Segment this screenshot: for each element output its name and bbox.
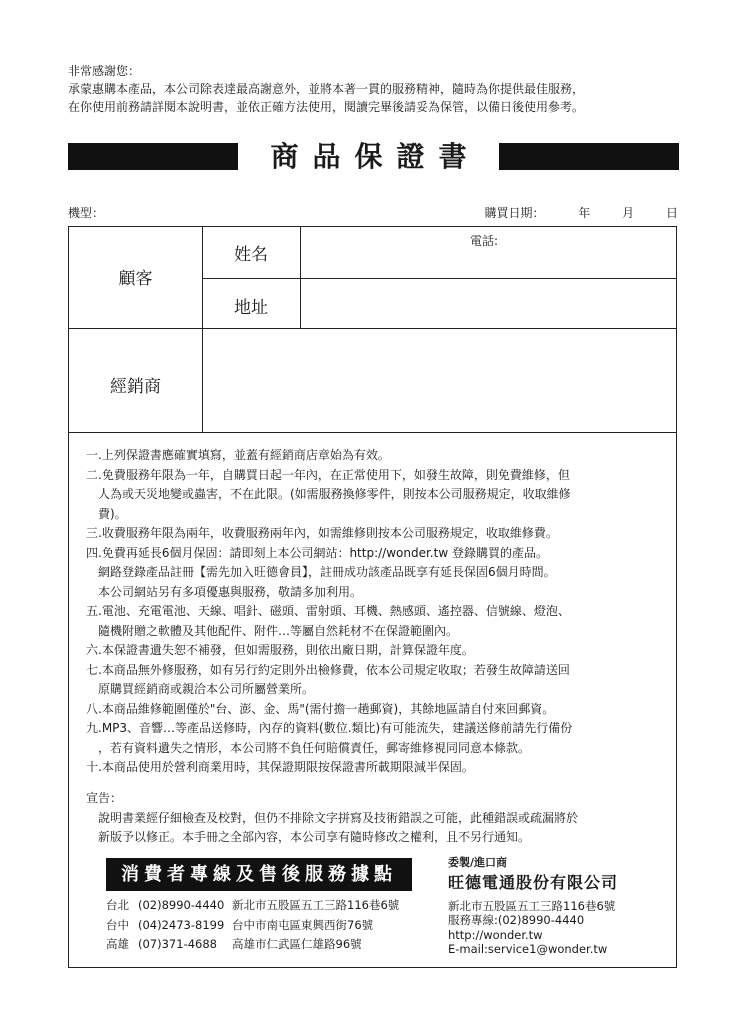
term-line: 原購買經銷商或親洽本公司所屬營業所。 [98,682,315,696]
page-title: 商品保證書 [270,140,481,173]
term-line: 七.本商品無外修服務，如有另行約定則外出檢修費，依本公司規定收取；若發生故障請送回 [86,662,570,677]
branch-phone: (02)8990-4440 [138,898,225,912]
term-line: 九.MP3、音響…等產品送修時，內存的資料(數位.類比)有可能流失，建議送修前請先行備份 [86,721,573,735]
term-line: 本公司網站另有多項優惠與服務，敬請多加利用。 [98,584,363,599]
model-label: 機型： [68,206,105,220]
company-website: http://wonder.tw [448,927,543,942]
term-line: 八.本商品維修範圍僅於"台、澎、金、馬"(需付擔一趟郵資)，其餘地區請自付來回郵資。 [86,701,555,716]
terms-list [86,446,666,778]
intro-line: 在你使用前務請詳閱本說明書，並依正確方法使用，閱讀完畢後請妥為保管，以備日後使用參考。 [68,100,585,114]
column-divider [300,227,301,328]
company-email: E-mail:service1@wonder.tw [448,942,608,956]
service-banner: 消費者專線及售後服務據點 [106,858,412,891]
row-divider [69,432,676,433]
day-label: 日 [665,206,678,220]
year-label: 年 [578,206,591,220]
customer-label: 顧客 [118,269,153,289]
term-line: 費)。 [98,506,127,521]
phone-label: 電話: [470,234,499,248]
branch-city: 高雄 [106,937,129,951]
term-line: 六.本保證書遺失恕不補發，但如需服務，則依出廠日期，計算保證年度。 [86,643,474,657]
branch-city: 台北 [106,898,129,912]
term-line: 隨機附贈之軟體及其他配件、附件…等屬自然耗材不在保證範圍內。 [98,623,459,638]
branch-address: 新北市五股區五工三路116巷6號 [232,898,400,912]
purchase-date [484,204,678,221]
intro-line: 承蒙惠購本產品，本公司除表達最高謝意外，並將本著一貫的服務精神，隨時為你提供最佳服務， [68,82,585,96]
company-info [448,856,618,957]
month-label: 月 [622,206,635,220]
term-line: 二.免費服務年限為一年，自購買日起一年內，在正常使用下，如發生故障，則免費維修，但 [86,467,570,482]
branch-address: 高雄市仁武區仁雄路96號 [232,937,362,951]
intro-text [68,62,688,116]
branch-row [106,916,399,936]
branch-city: 台中 [106,917,129,932]
term-line: 三.收費服務年限為兩年，收費服務兩年內，如需維修則按本公司服務規定，收取維修費。 [86,526,558,540]
company-address: 新北市五股區五工三路116巷6號 [448,898,616,913]
term-line: 網路登錄產品註冊【需先加入旺德會員】，註冊成功該產品既享有延長保固6個月時間。 [98,565,556,579]
branch-row [106,935,399,955]
term-line: 四.免費再延長6個月保固：請即刻上本公司網站：http://wonder.tw 登錄購買的產品。 [86,545,548,560]
purchase-date-label: 購買日期： [484,206,545,220]
declaration-heading: 宣告： [86,791,123,805]
declaration-line: 說明書業經仔細檢查及校對，但仍不排除文字拼寫及技術錯誤之可能，此種錯誤或疏漏將於 [98,810,579,825]
branch-phone: (04)2473-8199 [138,917,225,932]
title-bar-right [499,143,679,170]
term-line: 五.電池、充電電池、天線、唱針、磁頭、雷射頭、耳機、熱感頭、遙控器、信號線、燈泡、 [86,604,570,618]
title-banner [68,140,679,174]
importer-tag: 委製/進口商 [448,856,508,869]
branch-list [106,896,399,955]
branch-phone: (07)371-4688 [138,937,217,951]
branch-address: 台中市南屯區東興西街76號 [232,917,374,932]
branch-row [106,896,399,916]
term-line: ，若有資料遺失之情形，本公司將不負任何賠償責任，郵寄維修視同同意本條款。 [98,740,531,755]
row-divider [69,328,676,329]
dealer-label: 經銷商 [110,377,161,397]
intro-line: 非常感謝您： [68,64,141,78]
term-line: 人為或天災地變或蟲害，不在此限。(如需服務換修零件，則按本公司服務規定，收取維修 [98,487,571,501]
name-label: 姓名 [234,245,268,265]
declaration [86,789,666,848]
declaration-line: 新版予以修正。本手冊之全部內容，本公司享有隨時修改之權利，且不另行通知。 [98,830,531,844]
address-label: 地址 [234,298,268,318]
title-bar-left [68,143,238,170]
row-divider [202,278,677,279]
term-line: 十.本商品使用於營利商業用時，其保證期限按保證書所載期限減半保固。 [86,760,474,774]
term-line: 一.上列保證書應確實填寫，並蓋有經銷商店章始為有效。 [86,448,390,462]
company-hotline: 服務專線:(02)8990-4440 [448,913,585,927]
company-name: 旺德電通股份有限公司 [448,872,619,892]
